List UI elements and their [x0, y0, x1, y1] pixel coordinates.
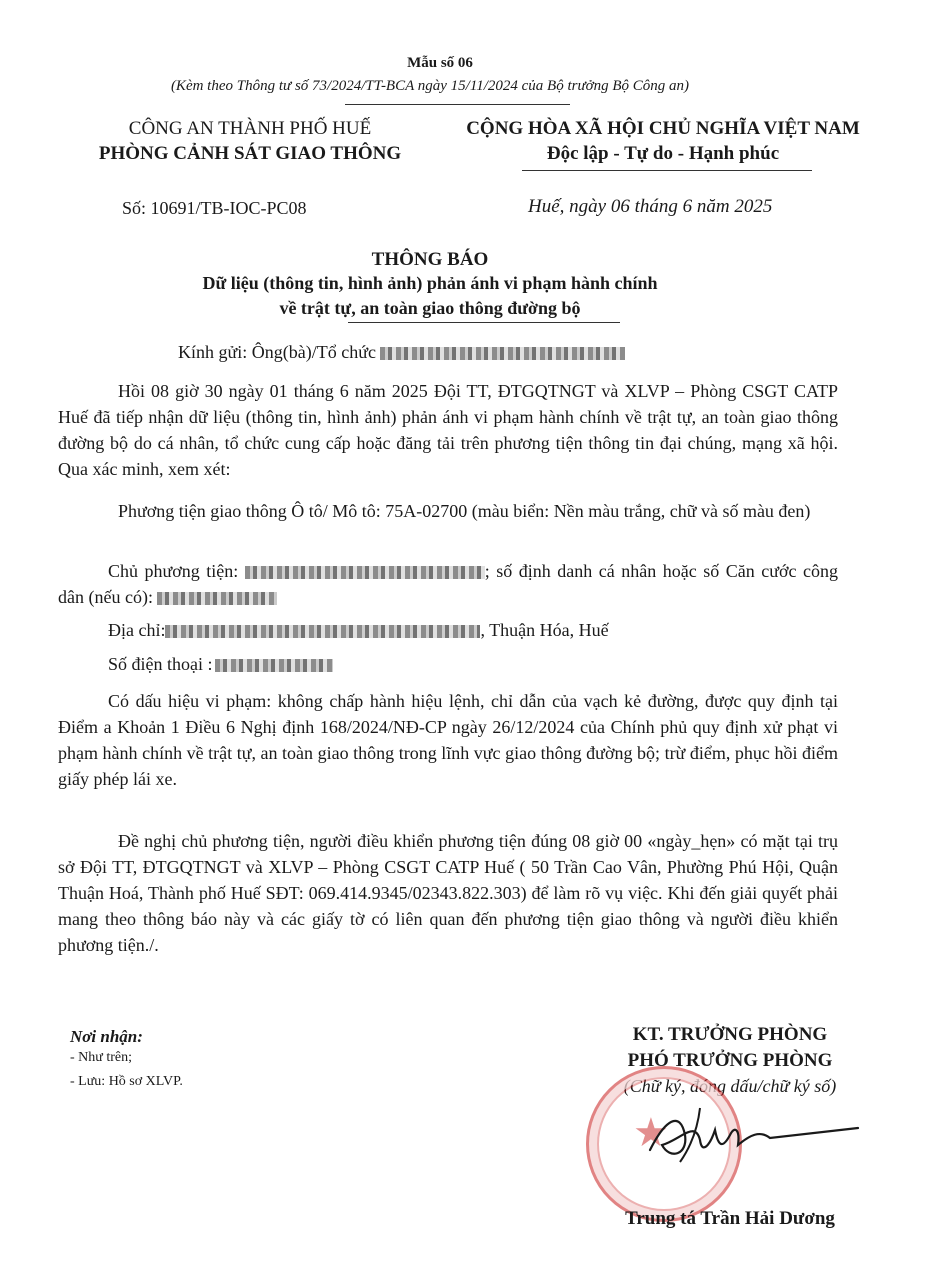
document-number: Số: 10691/TB-IOC-PC08 [122, 198, 307, 218]
notice-title: THÔNG BÁO [371, 249, 489, 270]
recipients-heading: Nơi nhận: [70, 1027, 143, 1046]
signer-title-1: KT. TRƯỞNG PHÒNG [632, 1024, 828, 1045]
vehicle-paragraph: Phương tiện giao thông Ô tô/ Mô tô: 75A-02700 (màu biển: Nền màu trắng, chữ và số màu đen) [118, 501, 811, 521]
recipient-item-1: - Như trên; [70, 1050, 133, 1065]
phone-label: Số điện thoại : [108, 654, 213, 674]
redacted-phone [215, 659, 333, 672]
signer-name: Trung tá Trần Hải Dương [625, 1208, 835, 1229]
legal-basis-underline [345, 104, 570, 105]
agency-name: CÔNG AN THÀNH PHỐ HUẾ [128, 118, 372, 139]
redacted-owner-name [245, 566, 485, 579]
recipient-label: Kính gửi: Ông(bà)/Tổ chức [178, 342, 376, 362]
form-number: Mẫu số 06 [407, 55, 473, 71]
notice-subtitle-2: về trật tự, an toàn giao thông đường bộ [279, 298, 581, 318]
legal-basis: (Kèm theo Thông tư số 73/2024/TT-BCA ngày 15/11/2024 của Bộ trưởng Bộ Công an) [170, 78, 690, 94]
address-line [108, 620, 609, 641]
redacted-address [165, 625, 480, 638]
signer-title-2: PHÓ TRƯỞNG PHÒNG [627, 1050, 833, 1071]
redacted-recipient [380, 347, 625, 360]
address-suffix: , Thuận Hóa, Huế [480, 620, 609, 640]
nation-name: CỘNG HÒA XÃ HỘI CHỦ NGHĨA VIỆT NAM [466, 118, 860, 139]
redacted-id-number [157, 592, 277, 605]
seal-star-icon: ★ [633, 1110, 669, 1155]
handwritten-signature-icon [640, 1100, 870, 1170]
owner-paragraph [58, 558, 838, 610]
national-motto: Độc lập - Tự do - Hạnh phúc [546, 143, 780, 164]
request-paragraph: Đề nghị chủ phương tiện, người điều khiển phương tiện đúng 08 giờ 00 «ngày_hẹn» có mặt tại trụ sở Đội TT, ĐTGQTNGT và XLVP – Phòng CSGT CATP Huế ( 50 Trần Cao Vân, Phường Phú Hội, Quận Thuận Hoá, Thành phố Huế SĐT: 069.414.9345/02343.822.303) để làm rõ vụ việc. Khi đến giải quyết phải mang theo thông báo này và các giấy tờ có liên quan đến phương tiện giao thông và người điều khiển phương tiện./. [58, 831, 838, 955]
recipient-item-2: - Lưu: Hồ sơ XLVP. [70, 1074, 183, 1089]
owner-label: Chủ phương tiện: [108, 561, 239, 581]
owner-suffix: ; số định danh cá nhân hoặc số Căn cước công dân (nếu có): [58, 561, 839, 607]
violation-paragraph: Có dấu hiệu vi phạm: không chấp hành hiệu lệnh, chỉ dẫn của vạch kẻ đường, được quy định tại Điểm a Khoản 1 Điều 6 Nghị định 168/2024/NĐ-CP ngày 26/12/2024 của Chính phủ quy định xử phạt vi phạm hành chính về trật tự, an toàn giao thông trong lĩnh vực giao thông đường bộ; trừ điểm, phục hồi điểm giấy phép lái xe. [58, 691, 838, 789]
motto-underline [522, 170, 812, 171]
place-date: Huế, ngày 06 tháng 6 năm 2025 [528, 196, 773, 217]
intro-paragraph: Hồi 08 giờ 30 ngày 01 tháng 6 năm 2025 Đội TT, ĐTGQTNGT và XLVP – Phòng CSGT CATP Huế đã tiếp nhận dữ liệu (thông tin, hình ảnh) phản ánh vi phạm hành chính về trật tự, an toàn giao thông đường bộ do cá nhân, tổ chức cung cấp hoặc đăng tải trên phương tiện thông tin đại chúng, mạng xã hội. Qua xác minh, xem xét: [58, 381, 838, 479]
subtitle-underline [348, 322, 620, 323]
recipient-line [178, 342, 625, 363]
signature-note: (Chữ ký, đóng dấu/chữ ký số) [623, 1076, 837, 1096]
department-name: PHÒNG CẢNH SÁT GIAO THÔNG [98, 143, 402, 164]
notice-subtitle-1: Dữ liệu (thông tin, hình ảnh) phản ánh vi phạm hành chính [202, 273, 658, 293]
phone-line [108, 654, 333, 675]
address-label: Địa chỉ: [108, 620, 166, 640]
